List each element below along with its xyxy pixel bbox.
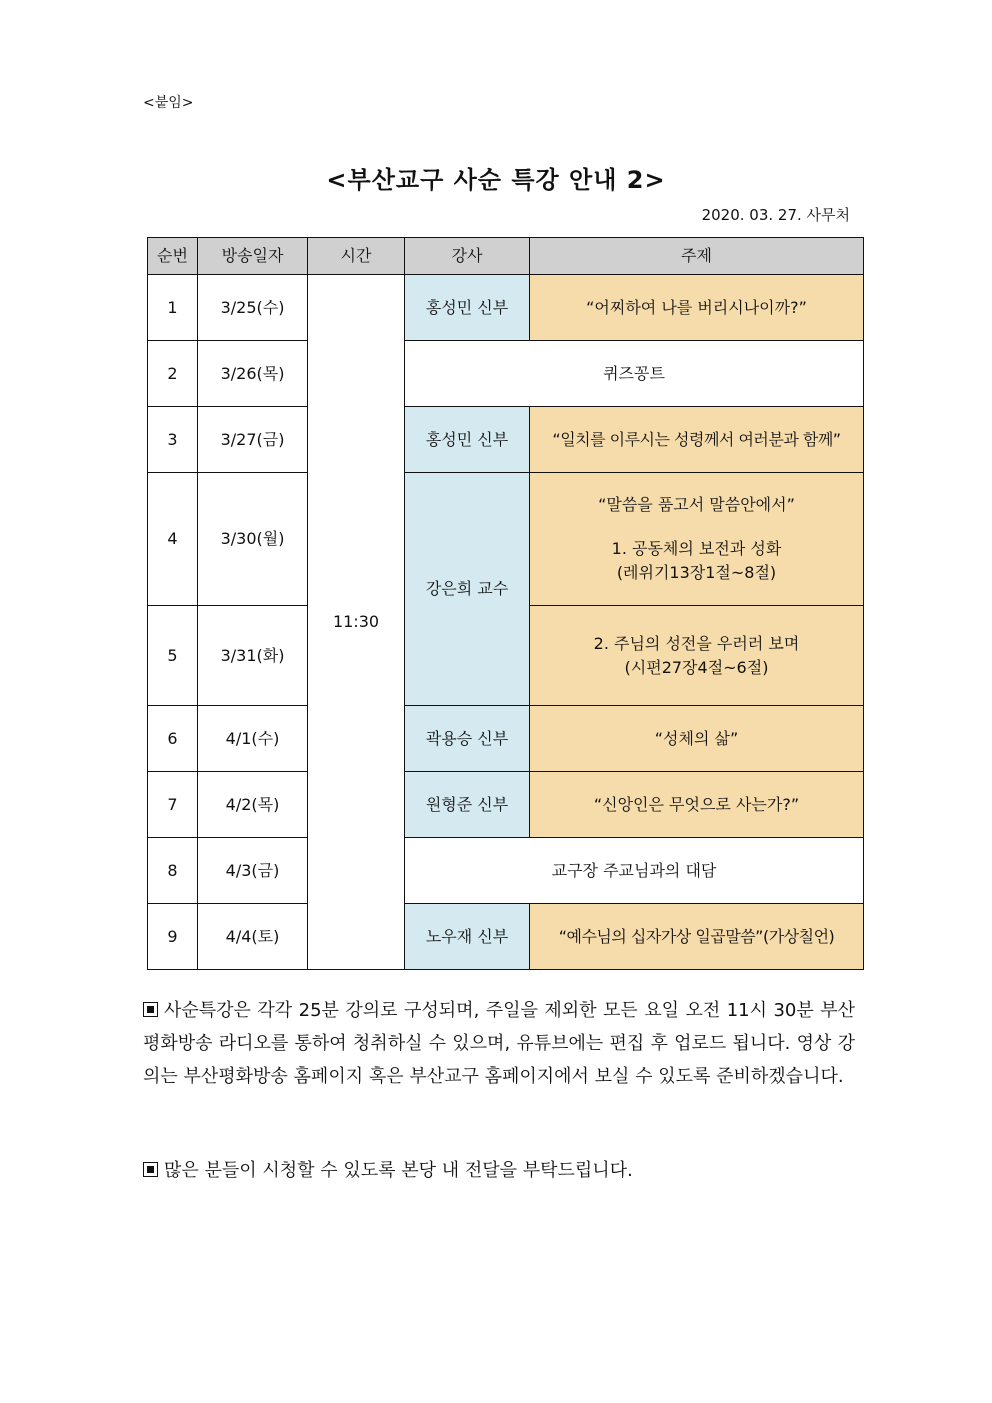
topic-title: 1. 공동체의 보전과 성화 bbox=[611, 539, 782, 558]
row-topic: “신앙인은 무엇으로 사는가?” bbox=[530, 772, 864, 838]
row-topic: “어찌하여 나를 버리시나이까?” bbox=[530, 275, 864, 341]
row-date: 3/31(화) bbox=[198, 606, 308, 706]
bullet-square-icon bbox=[143, 1162, 158, 1177]
attachment-label: <붙임> bbox=[143, 95, 194, 111]
row-no: 8 bbox=[148, 838, 198, 904]
date-line: 2020. 03. 27. 사무처 bbox=[701, 206, 850, 224]
row-topic: “일치를 이루시는 성령께서 여러분과 함께” bbox=[530, 407, 864, 473]
table-row bbox=[148, 341, 864, 407]
row-topic: “예수님의 십자가상 일곱말씀”(가상칠언) bbox=[530, 904, 864, 970]
row-date: 4/1(수) bbox=[198, 706, 308, 772]
row-no: 7 bbox=[148, 772, 198, 838]
row-date: 4/3(금) bbox=[198, 838, 308, 904]
row-date: 3/26(목) bbox=[198, 341, 308, 407]
row-no: 2 bbox=[148, 341, 198, 407]
header-time: 시간 bbox=[308, 238, 405, 275]
row-no: 4 bbox=[148, 473, 198, 606]
row-no: 9 bbox=[148, 904, 198, 970]
topic-subtitle: (레위기13장1절~8절) bbox=[616, 563, 777, 582]
row-merged: 퀴즈꽁트 bbox=[405, 341, 864, 407]
topic-title: 2. 주님의 성전을 우러러 보며 bbox=[593, 633, 800, 653]
row-topic bbox=[530, 473, 864, 606]
row-no: 1 bbox=[148, 275, 198, 341]
row-date: 3/30(월) bbox=[198, 473, 308, 606]
row-date: 4/2(목) bbox=[198, 772, 308, 838]
row-lecturer: 노우재 신부 bbox=[405, 904, 530, 970]
topic-series-title: “말씀을 품고서 말씀안에서” bbox=[598, 495, 795, 514]
table-row bbox=[148, 473, 864, 606]
row-no: 5 bbox=[148, 606, 198, 706]
row-lecturer: 홍성민 신부 bbox=[405, 407, 530, 473]
page-title: <부산교구 사순 특강 안내 2> bbox=[326, 166, 666, 194]
table-row bbox=[148, 838, 864, 904]
header-lecturer: 강사 bbox=[405, 238, 530, 275]
table-row bbox=[148, 772, 864, 838]
header-topic: 주제 bbox=[530, 238, 864, 275]
row-lecturer: 강은희 교수 bbox=[405, 473, 530, 706]
header-no: 순번 bbox=[148, 238, 198, 275]
schedule-table bbox=[147, 237, 864, 970]
row-no: 6 bbox=[148, 706, 198, 772]
table-row bbox=[148, 706, 864, 772]
topic-subtitle: (시편27장4절~6절) bbox=[624, 657, 769, 677]
row-lecturer: 곽용승 신부 bbox=[405, 706, 530, 772]
table-row bbox=[148, 275, 864, 341]
note-2 bbox=[143, 1154, 855, 1187]
row-merged: 교구장 주교님과의 대담 bbox=[405, 838, 864, 904]
bullet-square-icon bbox=[143, 1002, 158, 1017]
row-date: 3/25(수) bbox=[198, 275, 308, 341]
header-date: 방송일자 bbox=[198, 238, 308, 275]
note-text: 많은 분들이 시청할 수 있도록 본당 내 전달을 부탁드립니다. bbox=[164, 1160, 633, 1181]
table-row bbox=[148, 407, 864, 473]
table-row bbox=[148, 904, 864, 970]
row-date: 4/4(토) bbox=[198, 904, 308, 970]
time-cell: 11:30 bbox=[308, 275, 405, 970]
note-1 bbox=[143, 994, 855, 1093]
row-lecturer: 홍성민 신부 bbox=[405, 275, 530, 341]
row-date: 3/27(금) bbox=[198, 407, 308, 473]
row-topic: “성체의 삶” bbox=[530, 706, 864, 772]
row-lecturer: 원형준 신부 bbox=[405, 772, 530, 838]
row-no: 3 bbox=[148, 407, 198, 473]
table-header-row bbox=[148, 238, 864, 275]
row-topic bbox=[530, 606, 864, 706]
note-text: 사순특강은 각각 25분 강의로 구성되며, 주일을 제외한 모든 요일 오전 11시 30분 부산 평화방송 라디오를 통하여 청취하실 수 있으며, 유튜브에는 편집 후 업로드 됩니다. 영상 강의는 부산평화방송 홈페이지 혹은 부산교구 홈페이지에서 보실 수 있도록 준비하겠습니다. bbox=[143, 1000, 855, 1087]
